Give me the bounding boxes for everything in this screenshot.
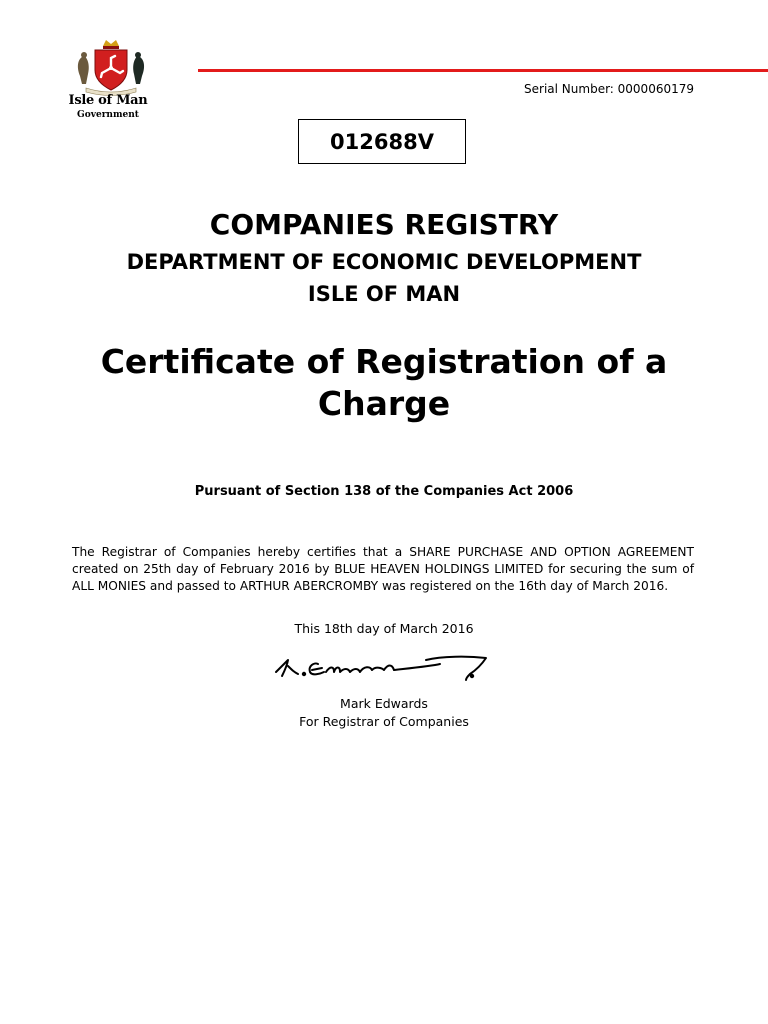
department-heading: DEPARTMENT OF ECONOMIC DEVELOPMENT — [126, 250, 642, 274]
issue-date: This 18th day of March 2016 — [294, 621, 474, 636]
signer-name: Mark Edwards — [340, 696, 428, 711]
signer-role: For Registrar of Companies — [299, 714, 469, 729]
signature-icon — [272, 652, 492, 682]
header-divider — [198, 69, 768, 72]
pursuant-line: Pursuant of Section 138 of the Companies Act 2006 — [194, 484, 574, 499]
registration-number-box: 012688V — [298, 119, 466, 164]
serial-number: Serial Number: 0000060179 — [524, 82, 694, 96]
isle-of-man-crest-icon — [70, 36, 152, 96]
location-heading: ISLE OF MAN — [307, 282, 461, 306]
registry-heading: COMPANIES REGISTRY — [209, 208, 559, 241]
certificate-title: Certificate of Registration of a Charge — [100, 342, 668, 423]
logo-subtitle: Government — [77, 110, 139, 120]
logo-name: Isle of Man — [68, 93, 148, 108]
certificate-body: The Registrar of Companies hereby certifies that a SHARE PURCHASE AND OPTION AGREEMENT created on 25th day of February 2016 by BLUE HEAVEN HOLDINGS LIMITED for securing the sum of ALL MONIES and passed to ARTHUR ABERCROMBY was registered on the 16th day of March 2016. — [72, 545, 694, 593]
